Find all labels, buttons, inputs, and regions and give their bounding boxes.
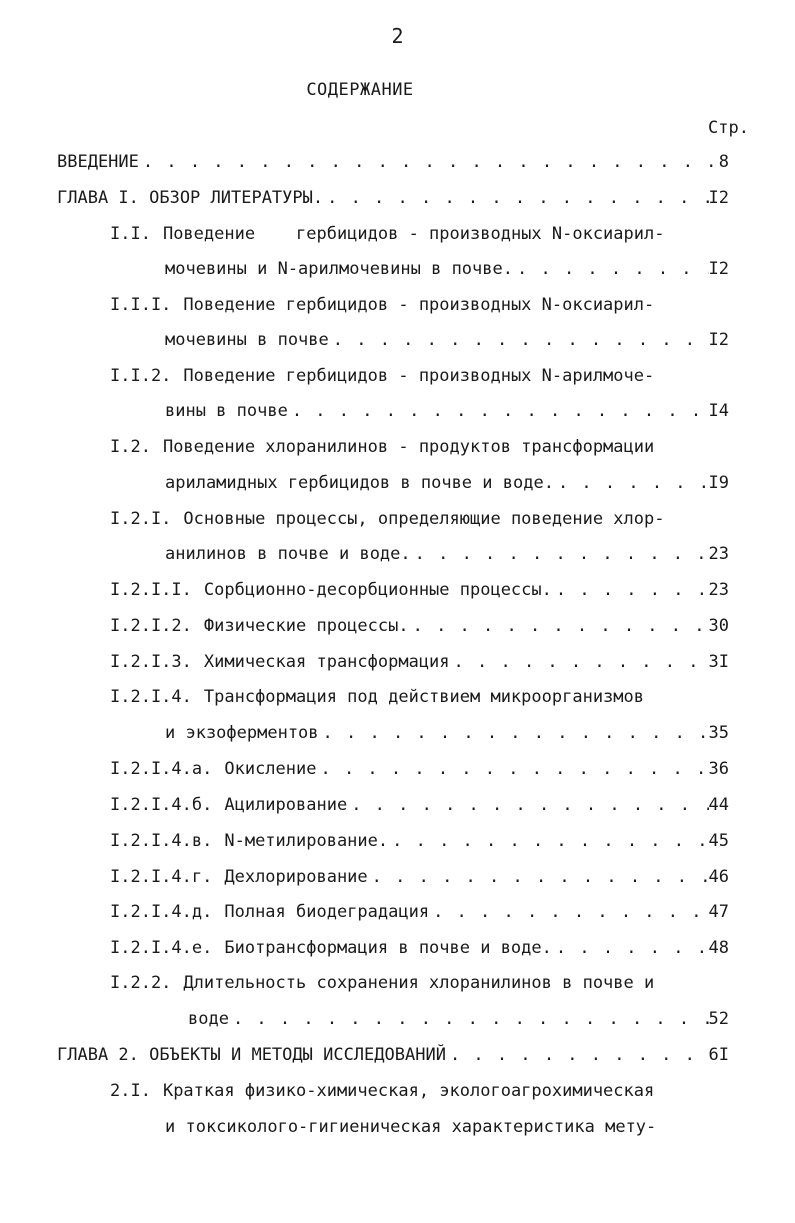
toc-entry-page: 52	[708, 1009, 729, 1029]
toc-entry-continuation	[165, 1112, 729, 1142]
toc-entry-continuation	[188, 1004, 729, 1034]
toc-entry-page: 36	[708, 759, 729, 779]
toc-entry-title-cont: мочевины и N-арилмочевины в почве.	[165, 259, 513, 279]
toc-entry-title: Физические процессы.	[203, 616, 409, 636]
toc-entry-number: I.2.I.4.б.	[110, 795, 213, 815]
toc-entry	[110, 432, 729, 462]
leader-dots	[368, 867, 709, 887]
leader-dots	[329, 330, 709, 350]
toc-entry	[110, 754, 729, 784]
toc-entry-title-cont: ариламидных гербицидов в почве и воде.	[165, 473, 554, 493]
toc-entry	[110, 575, 729, 605]
leader-dots	[347, 795, 708, 815]
toc-entry-title-cont: мочевины в почве	[165, 330, 329, 350]
toc-entry	[110, 682, 729, 712]
leader-dots	[450, 652, 709, 672]
leader-dots	[554, 473, 709, 493]
leader-dots	[388, 831, 708, 851]
toc-entry	[110, 219, 729, 249]
toc-entry-page: 8	[718, 152, 729, 172]
toc-entry-number: I.I.I.	[110, 295, 172, 315]
toc-entry	[57, 147, 729, 177]
toc-entry-page: I4	[708, 401, 729, 421]
toc-entry-title: Химическая трансформация	[203, 652, 450, 672]
toc-entry	[110, 790, 729, 820]
toc-entry-page: I2	[708, 188, 729, 208]
leader-dots	[513, 259, 709, 279]
toc-entry-page: I2	[708, 259, 729, 279]
toc-entry-page: 44	[708, 795, 729, 815]
toc-entry-number: I.2.I.4.	[110, 687, 192, 707]
toc-entry	[110, 504, 729, 534]
toc-entry-page: 45	[708, 831, 729, 851]
toc-entry-continuation	[165, 254, 729, 284]
toc-entry	[110, 611, 729, 641]
toc-entry	[110, 361, 729, 391]
toc-entry	[57, 183, 729, 213]
page-column-label: Стр.	[708, 118, 749, 138]
toc-entry	[110, 862, 729, 892]
toc-entry-page: I9	[708, 473, 729, 493]
toc-entry-title: N-метилирование.	[224, 831, 389, 851]
toc-entry-number: I.2.I.4.а.	[110, 759, 213, 779]
leader-dots	[411, 544, 709, 564]
toc-entry-continuation	[165, 325, 729, 355]
toc-entry-page: 35	[708, 723, 729, 743]
toc-entry-continuation	[165, 468, 729, 498]
toc-entry-title: Дехлорирование	[224, 867, 368, 887]
page-title: СОДЕРЖАНИЕ	[306, 80, 414, 100]
toc-entry-number: I.I.	[110, 224, 151, 244]
toc-entry-title: ГЛАВА I. ОБЗОР ЛИТЕРАТУРЫ.	[57, 188, 324, 208]
toc-entry-continuation	[165, 718, 729, 748]
toc-entry-title: Основные процессы, определяющие поведение хлор-	[183, 509, 665, 529]
toc-entry-title: Ацилирование	[224, 795, 348, 815]
toc-entry-title: Биотрансформация в почве и воде.	[224, 938, 552, 958]
toc-entry-title: Краткая физико-химическая, экологоагрохимическая	[162, 1081, 655, 1101]
toc-entry-page: 47	[708, 902, 729, 922]
toc-entry-title: Сорбционно-десорбционные процессы.	[203, 580, 552, 600]
toc-entry	[110, 290, 729, 320]
toc-entry	[110, 647, 729, 677]
toc-entry-title: Поведение гербицидов - производных N-арилмоче-	[183, 366, 655, 386]
toc-entry	[110, 933, 729, 963]
toc-entry-continuation	[165, 396, 729, 426]
toc-entry-title-cont: воде	[188, 1009, 229, 1029]
toc-entry-continuation	[165, 539, 729, 569]
leader-dots	[229, 1009, 709, 1029]
toc-entry-page: 23	[708, 544, 729, 564]
leader-dots	[319, 723, 709, 743]
toc-entry-title-cont: анилинов в почве и воде.	[165, 544, 411, 564]
toc-entry	[110, 826, 729, 856]
leader-dots	[409, 616, 709, 636]
toc-entry-title-cont: и токсиколого-гигиеническая характеристика мету-	[165, 1117, 657, 1137]
toc-entry-page: 3I	[708, 652, 729, 672]
toc-entry-number: I.2.I.4.д.	[110, 902, 213, 922]
toc-entry-title: Поведение гербицидов - производных N-оксиарил-	[162, 224, 665, 244]
toc-entry-number: I.2.I.4.е.	[110, 938, 213, 958]
leader-dots	[316, 759, 708, 779]
toc-entry-number: I.2.I.2.	[110, 616, 192, 636]
toc-entry-number: 2.I.	[110, 1081, 151, 1101]
toc-entry	[110, 1076, 729, 1106]
toc-entry-page: I2	[708, 330, 729, 350]
toc-entry-title: Длительность сохранения хлоранилинов в почве и	[183, 973, 655, 993]
toc-entry-title: Поведение гербицидов - производных N-оксиарил-	[183, 295, 655, 315]
leader-dots	[552, 938, 709, 958]
toc-entry-title-cont: вины в почве	[165, 401, 288, 421]
leader-dots	[288, 401, 709, 421]
toc-entry-title: Поведение хлоранилинов - продуктов трансформации	[162, 437, 655, 457]
toc-entry-title: ГЛАВА 2. ОБЪЕКТЫ И МЕТОДЫ ИССЛЕДОВАНИЙ	[57, 1045, 446, 1065]
toc-entry-number: I.2.I.I.	[110, 580, 192, 600]
toc-entry-number: I.2.I.	[110, 509, 172, 529]
toc-entry-title: ВВЕДЕНИЕ	[57, 152, 139, 172]
page-number: 2	[391, 24, 404, 48]
leader-dots	[323, 188, 708, 208]
toc-entry-number: I.2.I.4.в.	[110, 831, 213, 851]
leader-dots	[552, 580, 709, 600]
toc-entry-page: 30	[708, 616, 729, 636]
leader-dots	[446, 1045, 709, 1065]
toc-entry-title: Окисление	[224, 759, 317, 779]
leader-dots	[429, 902, 708, 922]
toc-entry-page: 6I	[708, 1045, 729, 1065]
toc-entry-page: 46	[708, 867, 729, 887]
toc-entry-number: I.2.	[110, 437, 151, 457]
toc-entry	[57, 1040, 729, 1070]
toc-entry-page: 23	[708, 580, 729, 600]
toc-entry-number: I.2.I.4.г.	[110, 867, 213, 887]
toc-entry-title: Трансформация под действием микроорганизмов	[203, 687, 644, 707]
toc-entry	[110, 968, 729, 998]
toc-entry-page: 48	[708, 938, 729, 958]
toc-entry-number: I.2.2.	[110, 973, 172, 993]
toc-entry-number: I.I.2.	[110, 366, 172, 386]
toc-entry	[110, 897, 729, 927]
leader-dots	[139, 152, 717, 172]
toc-entry-title: Полная биодеградация	[224, 902, 430, 922]
toc-entry-title-cont: и экзоферментов	[165, 723, 319, 743]
toc-entry-number: I.2.I.3.	[110, 652, 192, 672]
